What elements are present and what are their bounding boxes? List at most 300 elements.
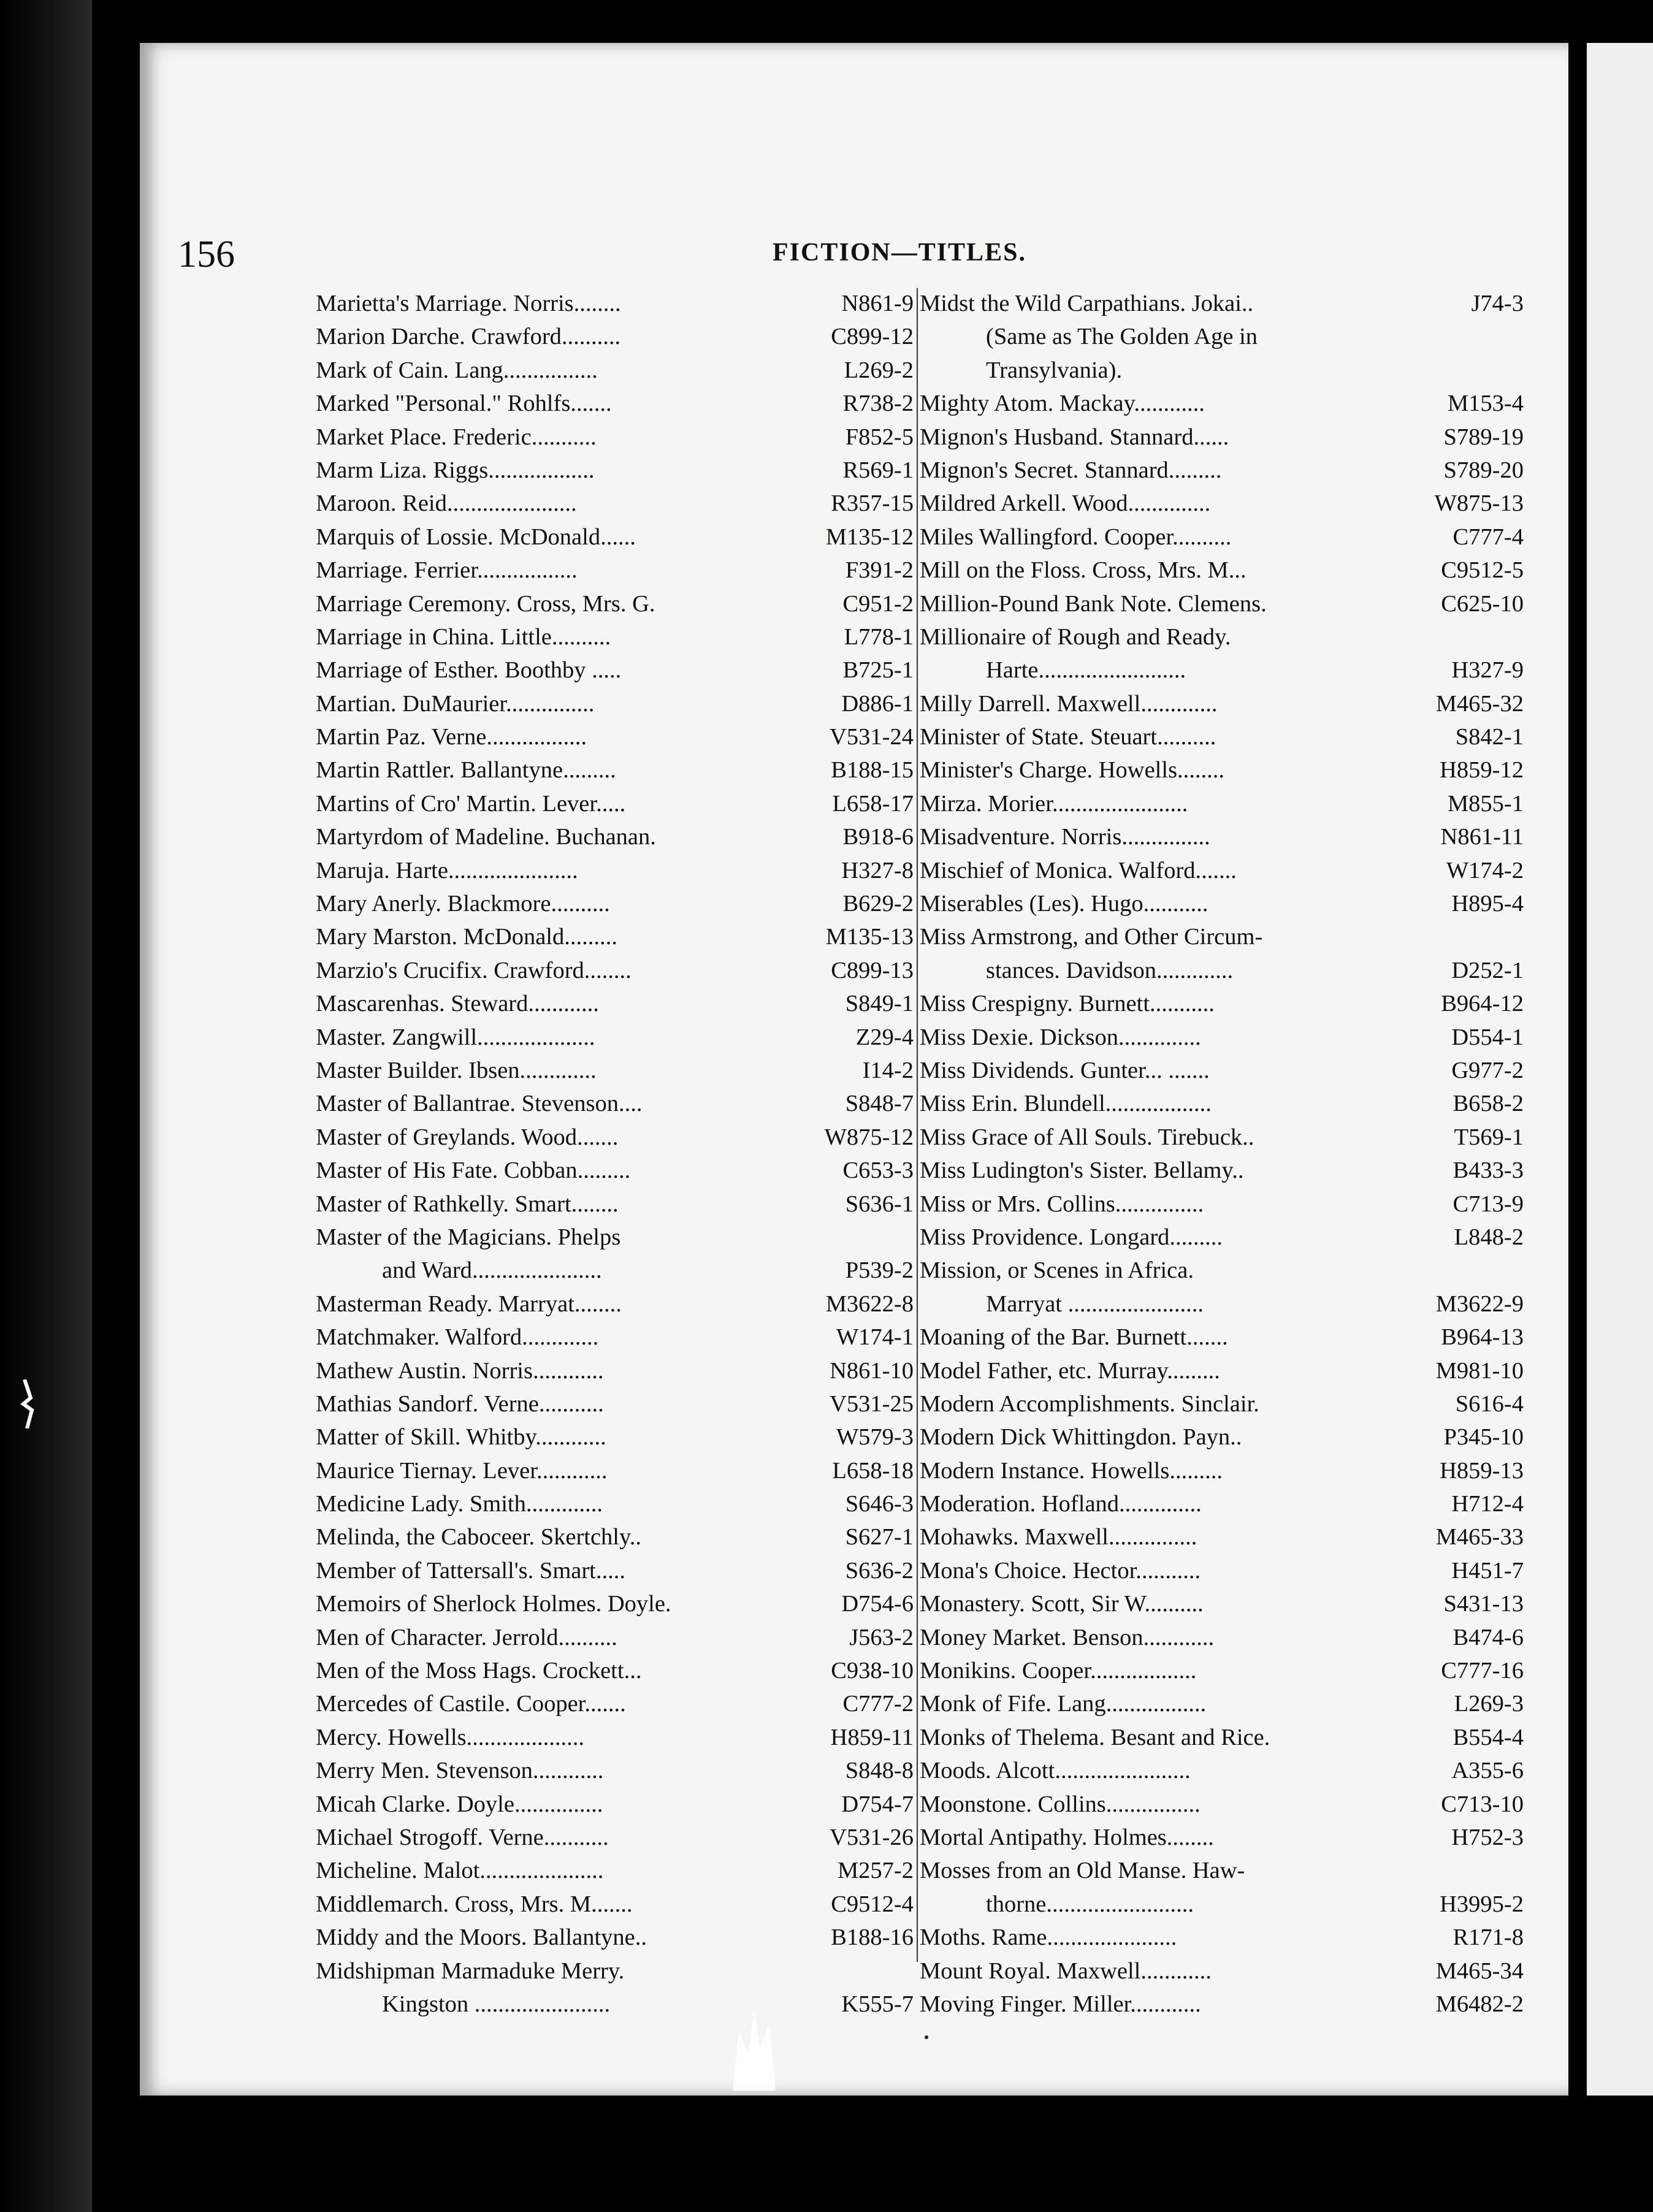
index-entry — [920, 1121, 1524, 1154]
index-entry — [920, 720, 1524, 753]
index-entry — [920, 620, 1524, 654]
index-entry — [920, 587, 1524, 620]
index-entry — [920, 987, 1524, 1020]
call-number: C777-4 — [1453, 524, 1524, 550]
index-entry — [316, 1955, 914, 1988]
call-number: P539-2 — [845, 1257, 914, 1284]
index-entry — [920, 387, 1524, 420]
entry-title: Micah Clarke. Doyle............... — [316, 1791, 603, 1817]
call-number: B474-6 — [1453, 1624, 1524, 1650]
index-entry — [316, 1654, 914, 1687]
call-number: S431-13 — [1443, 1591, 1524, 1617]
index-entry — [920, 287, 1524, 320]
entry-title: Mathias Sandorf. Verne........... — [316, 1390, 604, 1417]
call-number: C951-2 — [842, 590, 914, 617]
page-title: FICTION—TITLES. — [773, 238, 1026, 267]
call-number: L658-18 — [832, 1457, 914, 1484]
index-entry — [920, 1354, 1524, 1387]
call-number: D252-1 — [1451, 957, 1524, 983]
call-number: C899-13 — [831, 957, 914, 983]
entry-title: Master Builder. Ibsen............. — [316, 1057, 597, 1083]
ink-dot — [925, 2035, 928, 2039]
index-entry — [920, 1554, 1524, 1587]
index-entry — [316, 1721, 914, 1754]
call-number: H859-12 — [1440, 757, 1524, 784]
call-number: L658-17 — [832, 790, 914, 817]
call-number: V531-24 — [830, 724, 914, 750]
entry-title: Miss Ludington's Sister. Bellamy.. — [920, 1157, 1244, 1184]
index-entry — [316, 1254, 914, 1287]
index-entry — [920, 1520, 1524, 1554]
index-entry — [316, 753, 914, 787]
call-number: W174-2 — [1446, 857, 1524, 883]
entry-title: Modern Accomplishments. Sinclair. — [920, 1390, 1259, 1417]
index-entry — [920, 1254, 1524, 1287]
index-entry — [920, 920, 1524, 953]
index-entry — [316, 1687, 914, 1720]
entry-title: Transylvania). — [986, 357, 1123, 383]
index-entry — [316, 620, 914, 654]
entry-title: Master of Ballantrae. Stevenson.... — [316, 1091, 643, 1117]
entry-title: Monastery. Scott, Sir W.......... — [920, 1591, 1204, 1617]
call-number: D754-6 — [841, 1591, 914, 1617]
index-entry — [316, 1387, 914, 1421]
entry-title: Miss Erin. Blundell.................. — [920, 1091, 1212, 1117]
index-entry — [920, 521, 1524, 554]
entry-title: Men of the Moss Hags. Crockett... — [316, 1658, 642, 1684]
index-entry — [316, 787, 914, 820]
index-entry — [920, 753, 1524, 787]
index-entry — [316, 987, 914, 1020]
call-number: C713-10 — [1441, 1791, 1524, 1817]
index-entry — [316, 521, 914, 554]
call-number: M135-13 — [825, 924, 914, 950]
index-entry — [920, 1687, 1524, 1720]
call-number: C938-10 — [831, 1658, 914, 1684]
entry-title: Mathew Austin. Norris............ — [316, 1357, 604, 1384]
index-entry — [316, 887, 914, 920]
call-number: C9512-4 — [831, 1891, 914, 1917]
call-number: G977-2 — [1451, 1057, 1524, 1083]
call-number: Z29-4 — [855, 1024, 914, 1050]
index-entry — [920, 954, 1524, 987]
index-entry — [920, 1955, 1524, 1988]
entry-title: Mercy. Howells.................... — [316, 1724, 585, 1750]
call-number: M465-32 — [1435, 690, 1524, 717]
call-number: B433-3 — [1453, 1157, 1524, 1184]
entry-title: Milly Darrell. Maxwell............. — [920, 690, 1218, 717]
entry-title: Marion Darche. Crawford.......... — [316, 324, 621, 350]
index-entry — [920, 1988, 1524, 2021]
page-tear-mark — [727, 2005, 782, 2091]
entry-title: Millionaire of Rough and Ready. — [920, 624, 1231, 650]
page-mark — [18, 1379, 40, 1428]
entry-title: Minister of State. Steuart.......... — [920, 724, 1216, 750]
index-entry — [920, 854, 1524, 887]
call-number: R569-1 — [842, 457, 914, 483]
entry-title: Mignon's Husband. Stannard...... — [920, 424, 1229, 450]
index-entry — [316, 320, 914, 353]
call-number: M135-12 — [825, 524, 914, 550]
call-number: B554-4 — [1453, 1724, 1524, 1750]
call-number: M257-2 — [837, 1858, 914, 1884]
entry-title: thorne......................... — [986, 1891, 1194, 1917]
entry-title: Marriage in China. Little.......... — [316, 624, 611, 650]
entry-title: Miss Crespigny. Burnett........... — [920, 991, 1215, 1017]
entry-title: Misadventure. Norris............... — [920, 824, 1210, 850]
index-entry — [316, 1221, 914, 1254]
entry-title: Maroon. Reid...................... — [316, 490, 577, 517]
index-entry — [316, 554, 914, 587]
entry-title: Mirza. Morier....................... — [920, 790, 1188, 817]
call-number: B188-16 — [831, 1924, 914, 1951]
index-entry — [920, 1421, 1524, 1454]
index-entry — [920, 1754, 1524, 1787]
call-number: S848-8 — [845, 1758, 914, 1784]
call-number: W579-3 — [836, 1424, 914, 1451]
entry-title: Maruja. Harte...................... — [316, 857, 578, 883]
entry-title: Mission, or Scenes in Africa. — [920, 1257, 1194, 1284]
index-entry — [316, 587, 914, 620]
entry-title: Monks of Thelema. Besant and Rice. — [920, 1724, 1270, 1750]
index-entry — [316, 1087, 914, 1120]
call-number: H327-8 — [841, 857, 914, 883]
index-entry — [316, 1321, 914, 1354]
call-number: A355-6 — [1451, 1758, 1524, 1784]
call-number: W174-1 — [836, 1324, 914, 1351]
entry-title: stances. Davidson............. — [986, 957, 1234, 983]
entry-title: Merry Men. Stevenson............ — [316, 1758, 604, 1784]
index-entry — [920, 487, 1524, 520]
entry-title: Mona's Choice. Hector........... — [920, 1557, 1201, 1584]
index-entry — [316, 1821, 914, 1854]
call-number: N861-9 — [841, 291, 914, 316]
call-number: M855-1 — [1447, 790, 1524, 817]
entry-title: Marryat ....................... — [986, 1291, 1204, 1317]
index-entry — [920, 1587, 1524, 1620]
index-entry — [920, 354, 1524, 387]
index-entry — [316, 687, 914, 720]
index-entry — [920, 1321, 1524, 1354]
index-entry — [316, 1854, 914, 1887]
index-entry — [920, 654, 1524, 687]
entry-title: Miserables (Les). Hugo........... — [920, 891, 1208, 917]
index-entry — [920, 1454, 1524, 1487]
call-number: M153-4 — [1447, 391, 1524, 417]
call-number: R738-2 — [842, 391, 914, 417]
index-entry — [920, 1654, 1524, 1687]
book-spine-edge — [0, 0, 92, 2212]
index-entry — [920, 1087, 1524, 1120]
call-number: S627-1 — [845, 1524, 914, 1550]
call-number: B918-6 — [842, 824, 914, 850]
index-entry — [316, 1454, 914, 1487]
entry-title: Mount Royal. Maxwell............ — [920, 1958, 1212, 1984]
entry-title: Moaning of the Bar. Burnett....... — [920, 1324, 1228, 1351]
index-entry — [920, 1154, 1524, 1187]
entry-title: (Same as The Golden Age in — [986, 324, 1258, 350]
entry-title: Miles Wallingford. Cooper.......... — [920, 524, 1232, 550]
call-number: B188-15 — [831, 757, 914, 784]
index-entry — [316, 1421, 914, 1454]
entry-title: Moods. Alcott....................... — [920, 1758, 1191, 1784]
index-entry — [920, 687, 1524, 720]
entry-title: Monk of Fife. Lang................. — [920, 1691, 1207, 1717]
index-entry — [920, 1054, 1524, 1087]
entry-title: Maurice Tiernay. Lever............ — [316, 1457, 608, 1484]
call-number: N861-10 — [830, 1357, 914, 1384]
index-entry — [316, 654, 914, 687]
index-entry — [316, 1154, 914, 1187]
index-entry — [920, 1621, 1524, 1654]
index-entry — [316, 720, 914, 753]
call-number: W875-13 — [1434, 490, 1524, 517]
call-number: M3622-9 — [1435, 1291, 1524, 1317]
column-divider — [917, 288, 918, 1962]
call-number: J74-3 — [1471, 291, 1524, 316]
call-number: C777-2 — [842, 1691, 914, 1717]
index-entry — [316, 1554, 914, 1587]
entry-title: Mildred Arkell. Wood.............. — [920, 490, 1211, 517]
entry-title: Miss or Mrs. Collins............... — [920, 1191, 1204, 1217]
index-entry — [316, 1121, 914, 1154]
index-entry — [920, 1287, 1524, 1321]
entry-title: Miss Grace of All Souls. Tirebuck.. — [920, 1124, 1254, 1150]
index-entry — [920, 820, 1524, 853]
index-entry — [316, 1287, 914, 1321]
index-entry — [316, 421, 914, 454]
call-number: M3622-8 — [825, 1291, 914, 1317]
index-entry — [920, 1387, 1524, 1421]
index-entry — [920, 1921, 1524, 1954]
entry-title: Martyrdom of Madeline. Buchanan. — [316, 824, 656, 850]
entry-title: Marzio's Crucifix. Crawford........ — [316, 957, 632, 983]
call-number: S842-1 — [1455, 724, 1524, 750]
call-number: H3995-2 — [1440, 1891, 1524, 1917]
call-number: D886-1 — [841, 690, 914, 717]
call-number: D554-1 — [1451, 1024, 1524, 1050]
entry-title: Marriage of Esther. Boothby ..... — [316, 657, 622, 684]
index-entry — [920, 1888, 1524, 1921]
index-entry — [316, 1021, 914, 1054]
index-entry — [316, 954, 914, 987]
call-number: B658-2 — [1453, 1091, 1524, 1117]
entry-title: Midst the Wild Carpathians. Jokai.. — [920, 291, 1254, 316]
index-entry — [316, 454, 914, 487]
call-number: M465-34 — [1435, 1958, 1524, 1984]
index-entry — [316, 1188, 914, 1221]
entry-title: Harte......................... — [986, 657, 1186, 684]
entry-title: Mill on the Floss. Cross, Mrs. M... — [920, 557, 1246, 584]
entry-title: Miss Dividends. Gunter... ....... — [920, 1057, 1210, 1083]
entry-title: Martins of Cro' Martin. Lever..... — [316, 790, 626, 817]
entry-title: Mighty Atom. Mackay............ — [920, 391, 1205, 417]
entry-title: Martian. DuMaurier............... — [316, 690, 595, 717]
entry-title: Marked "Personal." Rohlfs....... — [316, 391, 612, 417]
entry-title: Member of Tattersall's. Smart..... — [316, 1557, 625, 1584]
entry-title: Melinda, the Caboceer. Skertchly.. — [316, 1524, 641, 1550]
index-entry — [316, 354, 914, 387]
index-entry — [316, 1354, 914, 1387]
call-number: C899-12 — [831, 324, 914, 350]
entry-title: Model Father, etc. Murray......... — [920, 1357, 1220, 1384]
entry-title: Masterman Ready. Marryat........ — [316, 1291, 622, 1317]
call-number: S849-1 — [845, 991, 914, 1017]
entry-title: Mary Marston. McDonald......... — [316, 924, 617, 950]
call-number: M465-33 — [1435, 1524, 1524, 1550]
call-number: H859-13 — [1440, 1457, 1524, 1484]
call-number: B964-12 — [1441, 991, 1524, 1017]
call-number: L269-2 — [844, 357, 914, 383]
index-entry — [316, 1988, 914, 2021]
entry-title: Marquis of Lossie. McDonald...... — [316, 524, 636, 550]
call-number: I14-2 — [862, 1057, 914, 1083]
entry-title: Mignon's Secret. Stannard......... — [920, 457, 1222, 483]
index-entry — [920, 1487, 1524, 1520]
entry-title: Marriage. Ferrier................. — [316, 557, 578, 584]
index-entry — [920, 787, 1524, 820]
right-column-index — [920, 287, 1524, 2021]
entry-title: Minister's Charge. Howells........ — [920, 757, 1225, 784]
entry-title: Miss Armstrong, and Other Circum- — [920, 924, 1263, 950]
call-number: B725-1 — [842, 657, 914, 684]
entry-title: Michael Strogoff. Verne........... — [316, 1824, 609, 1850]
index-entry — [920, 1854, 1524, 1887]
call-number: C653-3 — [842, 1157, 914, 1184]
call-number: S848-7 — [845, 1091, 914, 1117]
index-entry — [920, 1188, 1524, 1221]
index-entry — [920, 1021, 1524, 1054]
entry-title: Modern Dick Whittingdon. Payn.. — [920, 1424, 1242, 1451]
entry-title: Market Place. Frederic........... — [316, 424, 597, 450]
entry-title: Monikins. Cooper.................. — [920, 1658, 1197, 1684]
call-number: S789-19 — [1443, 424, 1524, 450]
entry-title: Marm Liza. Riggs.................. — [316, 457, 595, 483]
left-column-index — [316, 287, 914, 2021]
call-number: N861-11 — [1440, 824, 1524, 850]
page-number: 156 — [178, 234, 235, 275]
index-entry — [316, 487, 914, 520]
entry-title: Master of His Fate. Cobban......... — [316, 1157, 631, 1184]
call-number: C625-10 — [1441, 590, 1524, 617]
entry-title: Mischief of Monica. Walford....... — [920, 857, 1237, 883]
index-entry — [316, 1054, 914, 1087]
index-entry — [316, 820, 914, 853]
entry-title: Mohawks. Maxwell............... — [920, 1524, 1197, 1550]
index-entry — [920, 1788, 1524, 1821]
index-entry — [920, 320, 1524, 353]
call-number: H327-9 — [1451, 657, 1524, 684]
index-entry — [920, 1721, 1524, 1754]
call-number: L848-2 — [1454, 1224, 1524, 1250]
index-entry — [316, 854, 914, 887]
call-number: H859-11 — [830, 1724, 914, 1750]
call-number: R171-8 — [1453, 1924, 1524, 1951]
call-number: F391-2 — [845, 557, 914, 584]
entry-title: Moving Finger. Miller............ — [920, 1991, 1201, 2017]
call-number: H752-3 — [1451, 1824, 1524, 1850]
entry-title: Mascarenhas. Steward............ — [316, 991, 599, 1017]
call-number: M981-10 — [1435, 1357, 1524, 1384]
call-number: S636-2 — [845, 1557, 914, 1584]
entry-title: Master of Rathkelly. Smart........ — [316, 1191, 619, 1217]
call-number: R357-15 — [831, 490, 914, 517]
entry-title: Marietta's Marriage. Norris........ — [316, 291, 621, 316]
call-number: S646-3 — [845, 1491, 914, 1517]
index-entry — [316, 920, 914, 953]
entry-title: Master. Zangwill.................... — [316, 1024, 595, 1050]
entry-title: Matchmaker. Walford............. — [316, 1324, 599, 1351]
index-entry — [316, 1788, 914, 1821]
index-entry — [316, 287, 914, 320]
entry-title: Moderation. Hofland.............. — [920, 1491, 1202, 1517]
entry-title: Mary Anerly. Blackmore.......... — [316, 891, 610, 917]
call-number: S636-1 — [845, 1191, 914, 1217]
entry-title: Kingston ....................... — [382, 1991, 611, 2017]
index-entry — [920, 554, 1524, 587]
call-number: F852-5 — [845, 424, 914, 450]
entry-title: Mercedes of Castile. Cooper....... — [316, 1691, 626, 1717]
index-entry — [316, 1888, 914, 1921]
index-entry — [920, 887, 1524, 920]
entry-title: Million-Pound Bank Note. Clemens. — [920, 590, 1267, 617]
call-number: H712-4 — [1451, 1491, 1524, 1517]
entry-title: Matter of Skill. Whitby............ — [316, 1424, 606, 1451]
entry-title: Miss Providence. Longard......... — [920, 1224, 1223, 1250]
entry-title: Master of Greylands. Wood....... — [316, 1124, 619, 1150]
index-entry — [316, 1754, 914, 1787]
index-entry — [316, 1621, 914, 1654]
entry-title: Memoirs of Sherlock Holmes. Doyle. — [316, 1591, 671, 1617]
call-number: B629-2 — [842, 891, 914, 917]
call-number: D754-7 — [841, 1791, 914, 1817]
entry-title: Medicine Lady. Smith............. — [316, 1491, 603, 1517]
index-entry — [920, 1221, 1524, 1254]
call-number: H895-4 — [1451, 891, 1524, 917]
entry-title: Martin Paz. Verne................. — [316, 724, 587, 750]
index-entry — [920, 454, 1524, 487]
call-number: C9512-5 — [1441, 557, 1524, 584]
call-number: J563-2 — [849, 1624, 914, 1650]
call-number: L269-3 — [1454, 1691, 1524, 1717]
entry-title: Miss Dexie. Dickson.............. — [920, 1024, 1201, 1050]
index-entry — [316, 1487, 914, 1520]
call-number: S616-4 — [1455, 1390, 1524, 1417]
entry-title: Men of Character. Jerrold.......... — [316, 1624, 617, 1650]
entry-title: Mosses from an Old Manse. Haw- — [920, 1858, 1245, 1884]
entry-title: Marriage Ceremony. Cross, Mrs. G. — [316, 590, 655, 617]
entry-title: Middy and the Moors. Ballantyne.. — [316, 1924, 647, 1951]
call-number: H451-7 — [1451, 1557, 1524, 1584]
entry-title: Master of the Magicians. Phelps — [316, 1224, 621, 1250]
call-number: W875-12 — [824, 1124, 914, 1150]
index-entry — [920, 1821, 1524, 1854]
entry-title: Moonstone. Collins................ — [920, 1791, 1201, 1817]
call-number: L778-1 — [844, 624, 914, 650]
entry-title: Modern Instance. Howells......... — [920, 1457, 1223, 1484]
call-number: B964-13 — [1441, 1324, 1524, 1351]
entry-title: Midshipman Marmaduke Merry. — [316, 1958, 625, 1984]
call-number: K555-7 — [841, 1991, 914, 2017]
call-number: V531-25 — [830, 1390, 914, 1417]
entry-title: Mark of Cain. Lang................ — [316, 357, 598, 383]
call-number: C713-9 — [1453, 1191, 1524, 1217]
call-number: V531-26 — [830, 1824, 914, 1850]
call-number: C777-16 — [1441, 1658, 1524, 1684]
entry-title: Money Market. Benson............ — [920, 1624, 1215, 1650]
entry-title: Micheline. Malot..................... — [316, 1858, 604, 1884]
index-entry — [316, 1587, 914, 1620]
